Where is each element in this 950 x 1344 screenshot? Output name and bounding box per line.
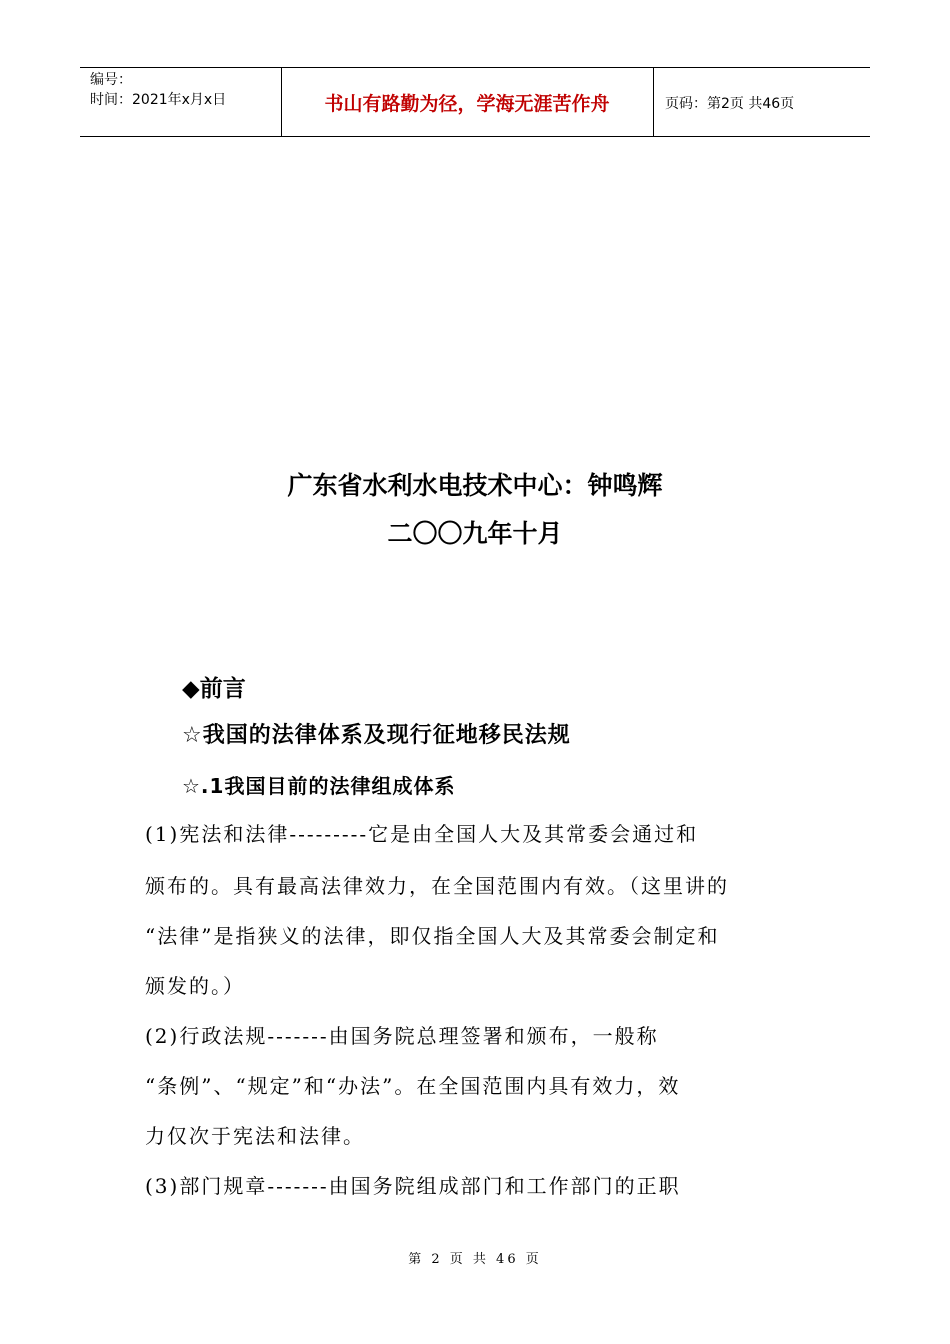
section-heading-2: ☆.1我国目前的法律组成体系 — [182, 774, 456, 798]
paragraph-line: “条例”、“规定”和“办法”。在全国范围内具有效力，效 — [145, 1074, 681, 1098]
section-preface: ◆前言 — [182, 676, 246, 702]
paragraph-line: 颁布的。具有最高法律效力，在全国范围内有效。（这里讲的 — [145, 874, 729, 898]
paragraph-line: (1)宪法和法律---------它是由全国人大及其常委会通过和 — [145, 822, 699, 846]
header-divider — [653, 68, 654, 136]
paragraph-line: 颁发的。） — [145, 974, 245, 998]
author-title: 广东省水利水电技术中心：钟鸣辉 — [287, 471, 663, 500]
document-time: 时间：2021年x月x日 — [90, 92, 227, 108]
header-page-info: 页码：第2页 共46页 — [665, 96, 795, 112]
section-heading-1: ☆我国的法律体系及现行征地移民法规 — [182, 723, 571, 748]
paragraph-line: (3)部门规章-------由国务院组成部门和工作部门的正职 — [145, 1174, 681, 1198]
date-title: 二〇〇九年十月 — [387, 519, 563, 548]
paragraph-line: “法律”是指狭义的法律，即仅指全国人大及其常委会制定和 — [145, 924, 720, 948]
header-motto: 书山有路勤为径，学海无涯苦作舟 — [324, 92, 610, 115]
header-meta — [90, 70, 226, 110]
paragraph-line: (2)行政法规-------由国务院总理签署和颁布，一般称 — [145, 1024, 659, 1048]
page-header — [80, 67, 870, 137]
page-footer: 第 2 页 共 46 页 — [408, 1252, 542, 1267]
document-number: 编号： — [90, 72, 132, 88]
paragraph-line: 力仅次于宪法和法律。 — [145, 1124, 365, 1148]
